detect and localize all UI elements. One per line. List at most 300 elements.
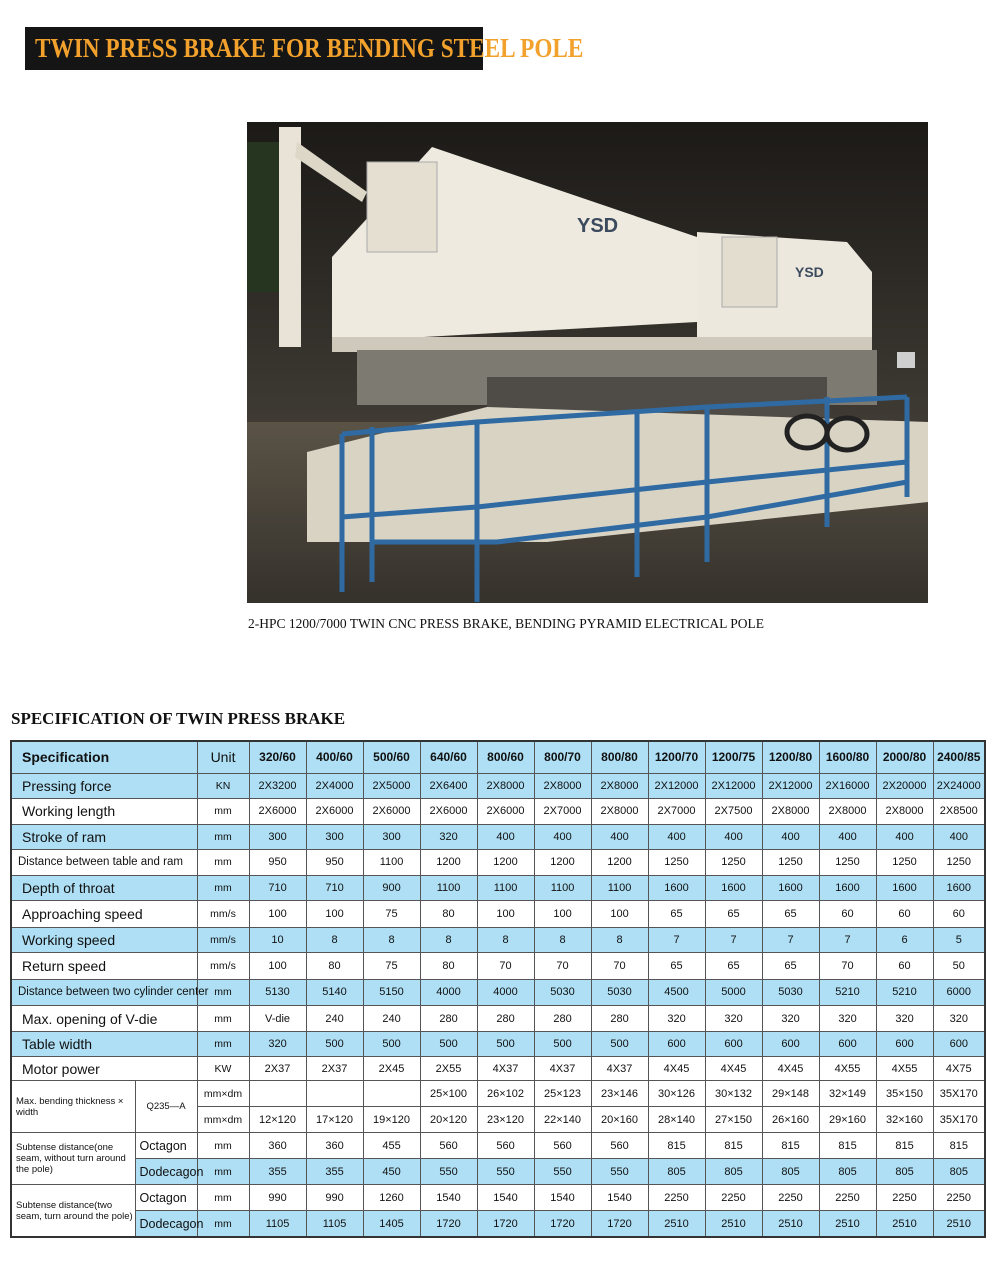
spec-value: 22×140 [534, 1107, 591, 1133]
spec-value: 320 [420, 824, 477, 849]
row-unit: mm [197, 849, 249, 875]
spec-value: 4X37 [477, 1057, 534, 1081]
spec-value: 600 [705, 1032, 762, 1057]
spec-value: 26×160 [762, 1107, 819, 1133]
row-label: Max. opening of V-die [11, 1005, 197, 1031]
spec-value: 2250 [648, 1185, 705, 1211]
row-unit: mm [197, 1159, 249, 1185]
spec-value: 1250 [819, 849, 876, 875]
spec-value: 2250 [705, 1185, 762, 1211]
row-label: Motor power [11, 1057, 197, 1081]
spec-value: 60 [876, 900, 933, 927]
spec-value: 950 [306, 849, 363, 875]
spec-value [249, 1081, 306, 1107]
spec-value: 4X45 [648, 1057, 705, 1081]
spec-value: 2X8000 [534, 773, 591, 798]
spec-value: 400 [933, 824, 985, 849]
spec-value: 60 [933, 900, 985, 927]
row-label: Working speed [11, 927, 197, 952]
model-header: 800/80 [591, 741, 648, 773]
spec-title: SPECIFICATION OF TWIN PRESS BRAKE [11, 709, 346, 728]
spec-value: 32×160 [876, 1107, 933, 1133]
polygon-type: Dodecagon [135, 1211, 197, 1237]
table-row [11, 979, 985, 1005]
row-unit: mm [197, 1185, 249, 1211]
spec-value: 300 [249, 824, 306, 849]
spec-value: 550 [591, 1159, 648, 1185]
spec-table [10, 740, 986, 1238]
spec-value: 455 [363, 1133, 420, 1159]
table-row [11, 1133, 985, 1159]
spec-value: 550 [477, 1159, 534, 1185]
spec-value: 25×123 [534, 1081, 591, 1107]
spec-value: 2X8500 [933, 798, 985, 824]
spec-value: 500 [363, 1032, 420, 1057]
table-row [11, 952, 985, 979]
spec-value: 26×102 [477, 1081, 534, 1107]
spec-value: 400 [705, 824, 762, 849]
spec-value: 2510 [762, 1211, 819, 1237]
spec-value: 2X8000 [819, 798, 876, 824]
spec-value: 2250 [933, 1185, 985, 1211]
spec-value: 1250 [648, 849, 705, 875]
table-row [11, 773, 985, 798]
table-row [11, 1081, 985, 1107]
row-unit: mm×dm [197, 1081, 249, 1107]
spec-value: V-die [249, 1005, 306, 1031]
spec-value: 2X20000 [876, 773, 933, 798]
spec-value: 2510 [648, 1211, 705, 1237]
spec-value: 70 [819, 952, 876, 979]
spec-value: 600 [933, 1032, 985, 1057]
spec-value: 1600 [819, 875, 876, 900]
spec-value: 280 [591, 1005, 648, 1031]
row-label: Distance between two cylinder center [11, 979, 197, 1005]
spec-value: 2X3200 [249, 773, 306, 798]
spec-value [306, 1081, 363, 1107]
bending-label: Max. bending thickness × width [11, 1081, 135, 1133]
spec-value: 2X6000 [249, 798, 306, 824]
spec-value: 400 [876, 824, 933, 849]
spec-value: 19×120 [363, 1107, 420, 1133]
spec-value: 100 [534, 900, 591, 927]
spec-value: 360 [306, 1133, 363, 1159]
model-header: 500/60 [363, 741, 420, 773]
spec-value: 355 [249, 1159, 306, 1185]
spec-value: 1200 [420, 849, 477, 875]
spec-value: 2250 [819, 1185, 876, 1211]
spec-value: 17×120 [306, 1107, 363, 1133]
model-header: 1600/80 [819, 741, 876, 773]
polygon-type: Octagon [135, 1133, 197, 1159]
bending-material: Q235—A [135, 1081, 197, 1133]
spec-value: 2510 [705, 1211, 762, 1237]
spec-value: 355 [306, 1159, 363, 1185]
table-row [11, 824, 985, 849]
spec-value: 2250 [876, 1185, 933, 1211]
spec-value: 4X37 [591, 1057, 648, 1081]
press-brake-photo [247, 122, 928, 603]
spec-value: 500 [477, 1032, 534, 1057]
row-label: Table width [11, 1032, 197, 1057]
row-unit: KN [197, 773, 249, 798]
table-header-row [11, 741, 985, 773]
spec-value: 990 [306, 1185, 363, 1211]
spec-value: 2X8000 [591, 773, 648, 798]
spec-value: 2X4000 [306, 773, 363, 798]
polygon-type: Dodecagon [135, 1159, 197, 1185]
spec-value: 300 [306, 824, 363, 849]
spec-value: 65 [762, 952, 819, 979]
row-unit: mm [197, 1133, 249, 1159]
spec-value: 100 [591, 900, 648, 927]
spec-value: 1100 [591, 875, 648, 900]
row-unit: mm [197, 1211, 249, 1237]
spec-value: 65 [705, 952, 762, 979]
spec-value: 1720 [591, 1211, 648, 1237]
spec-value: 5030 [534, 979, 591, 1005]
spec-value: 240 [306, 1005, 363, 1031]
spec-value: 1540 [420, 1185, 477, 1211]
spec-value: 28×140 [648, 1107, 705, 1133]
spec-value: 75 [363, 900, 420, 927]
row-label: Depth of throat [11, 875, 197, 900]
spec-value: 1105 [306, 1211, 363, 1237]
spec-value: 8 [477, 927, 534, 952]
spec-value: 805 [762, 1159, 819, 1185]
spec-value: 1540 [591, 1185, 648, 1211]
spec-value: 815 [819, 1133, 876, 1159]
spec-value: 35×150 [876, 1081, 933, 1107]
spec-value: 30×126 [648, 1081, 705, 1107]
spec-value: 815 [876, 1133, 933, 1159]
spec-value: 2X8000 [876, 798, 933, 824]
spec-value: 30×132 [705, 1081, 762, 1107]
spec-value: 5140 [306, 979, 363, 1005]
spec-value: 280 [477, 1005, 534, 1031]
spec-value: 450 [363, 1159, 420, 1185]
spec-value: 8 [420, 927, 477, 952]
spec-value: 8 [534, 927, 591, 952]
spec-value: 8 [306, 927, 363, 952]
spec-value: 1600 [762, 875, 819, 900]
spec-value: 400 [648, 824, 705, 849]
spec-value: 60 [819, 900, 876, 927]
row-label: Stroke of ram [11, 824, 197, 849]
row-unit: mm [197, 875, 249, 900]
spec-value: 1540 [534, 1185, 591, 1211]
spec-value: 1405 [363, 1211, 420, 1237]
row-unit: mm×dm [197, 1107, 249, 1133]
spec-value: 4X55 [819, 1057, 876, 1081]
spec-value: 1600 [648, 875, 705, 900]
row-label: Return speed [11, 952, 197, 979]
spec-value: 320 [648, 1005, 705, 1031]
model-header: 1200/80 [762, 741, 819, 773]
table-row [11, 1211, 985, 1237]
spec-value: 2X7000 [648, 798, 705, 824]
spec-value: 50 [933, 952, 985, 979]
spec-value: 320 [933, 1005, 985, 1031]
spec-value: 500 [420, 1032, 477, 1057]
spec-value: 8 [363, 927, 420, 952]
spec-value: 400 [819, 824, 876, 849]
spec-value: 7 [648, 927, 705, 952]
spec-value: 60 [876, 952, 933, 979]
model-header: 400/60 [306, 741, 363, 773]
row-unit: mm [197, 1032, 249, 1057]
spec-value: 805 [705, 1159, 762, 1185]
spec-value: 7 [819, 927, 876, 952]
spec-value: 1720 [534, 1211, 591, 1237]
spec-value: 400 [477, 824, 534, 849]
spec-value: 320 [705, 1005, 762, 1031]
table-row [11, 927, 985, 952]
spec-value: 2X6000 [363, 798, 420, 824]
spec-value: 70 [591, 952, 648, 979]
spec-value: 4X45 [762, 1057, 819, 1081]
spec-value: 2X24000 [933, 773, 985, 798]
spec-value: 20×120 [420, 1107, 477, 1133]
spec-value: 815 [933, 1133, 985, 1159]
spec-value: 5210 [819, 979, 876, 1005]
row-unit: mm [197, 824, 249, 849]
spec-value: 65 [762, 900, 819, 927]
spec-value: 5130 [249, 979, 306, 1005]
spec-value: 2X55 [420, 1057, 477, 1081]
spec-value: 29×160 [819, 1107, 876, 1133]
header-unit-label: Unit [197, 741, 249, 773]
spec-value: 900 [363, 875, 420, 900]
spec-value: 320 [819, 1005, 876, 1031]
spec-value: 7 [705, 927, 762, 952]
spec-value: 4000 [477, 979, 534, 1005]
polygon-type: Octagon [135, 1185, 197, 1211]
spec-value: 805 [876, 1159, 933, 1185]
spec-value: 815 [762, 1133, 819, 1159]
row-unit: mm [197, 979, 249, 1005]
spec-value: 1200 [591, 849, 648, 875]
spec-value: 990 [249, 1185, 306, 1211]
spec-value: 35X170 [933, 1107, 985, 1133]
spec-value: 815 [705, 1133, 762, 1159]
table-row [11, 1057, 985, 1081]
spec-value: 2510 [876, 1211, 933, 1237]
spec-value: 12×120 [249, 1107, 306, 1133]
spec-value: 1540 [477, 1185, 534, 1211]
spec-value: 2X16000 [819, 773, 876, 798]
spec-value: 80 [420, 952, 477, 979]
spec-value: 2X37 [249, 1057, 306, 1081]
spec-value: 70 [534, 952, 591, 979]
spec-value: 7 [762, 927, 819, 952]
table-row [11, 1159, 985, 1185]
model-header: 2000/80 [876, 741, 933, 773]
spec-value: 1600 [933, 875, 985, 900]
spec-value: 35X170 [933, 1081, 985, 1107]
spec-value: 2510 [933, 1211, 985, 1237]
spec-value: 6 [876, 927, 933, 952]
spec-value: 805 [648, 1159, 705, 1185]
spec-value: 2X37 [306, 1057, 363, 1081]
spec-value: 1100 [477, 875, 534, 900]
spec-value: 4500 [648, 979, 705, 1005]
row-label: Pressing force [11, 773, 197, 798]
spec-value: 400 [534, 824, 591, 849]
spec-value: 4000 [420, 979, 477, 1005]
photo-caption: 2-HPC 1200/7000 TWIN CNC PRESS BRAKE, BENDING PYRAMID ELECTRICAL POLE [248, 616, 765, 631]
spec-value: 20×160 [591, 1107, 648, 1133]
spec-value: 600 [819, 1032, 876, 1057]
spec-value: 65 [705, 900, 762, 927]
spec-value: 1105 [249, 1211, 306, 1237]
title-banner [25, 27, 584, 70]
spec-value: 5000 [705, 979, 762, 1005]
spec-value: 70 [477, 952, 534, 979]
spec-value: 1100 [534, 875, 591, 900]
spec-value: 560 [477, 1133, 534, 1159]
spec-value: 8 [591, 927, 648, 952]
spec-value: 500 [534, 1032, 591, 1057]
row-unit: mm [197, 798, 249, 824]
banner-title: TWIN PRESS BRAKE FOR BENDING STEEL POLE [35, 33, 584, 63]
subtense-label: Subtense distance(two seam, turn around the pole) [11, 1185, 135, 1237]
spec-value: 65 [648, 900, 705, 927]
table-row [11, 875, 985, 900]
spec-value: 280 [534, 1005, 591, 1031]
spec-value: 2X6000 [420, 798, 477, 824]
row-label: Approaching speed [11, 900, 197, 927]
spec-value: 2X6000 [477, 798, 534, 824]
spec-value: 25×100 [420, 1081, 477, 1107]
spec-value: 1250 [876, 849, 933, 875]
spec-value: 10 [249, 927, 306, 952]
row-unit: mm/s [197, 927, 249, 952]
spec-value: 100 [477, 900, 534, 927]
spec-value: 710 [249, 875, 306, 900]
spec-value: 4X75 [933, 1057, 985, 1081]
spec-value: 1250 [762, 849, 819, 875]
model-header: 800/60 [477, 741, 534, 773]
spec-value: 1100 [420, 875, 477, 900]
model-header: 320/60 [249, 741, 306, 773]
spec-value: 600 [762, 1032, 819, 1057]
spec-value: 1250 [933, 849, 985, 875]
spec-value: 100 [306, 900, 363, 927]
table-row [11, 849, 985, 875]
spec-value: 550 [534, 1159, 591, 1185]
model-header: 640/60 [420, 741, 477, 773]
spec-value: 65 [648, 952, 705, 979]
row-unit: KW [197, 1057, 249, 1081]
spec-value: 320 [762, 1005, 819, 1031]
spec-value: 80 [420, 900, 477, 927]
model-header: 2400/85 [933, 741, 985, 773]
spec-value: 6000 [933, 979, 985, 1005]
spec-value: 600 [876, 1032, 933, 1057]
table-row [11, 1185, 985, 1211]
spec-value: 710 [306, 875, 363, 900]
spec-value: 560 [591, 1133, 648, 1159]
spec-value: 5210 [876, 979, 933, 1005]
spec-value: 2X12000 [762, 773, 819, 798]
spec-value: 2250 [762, 1185, 819, 1211]
spec-value: 2X45 [363, 1057, 420, 1081]
spec-value: 360 [249, 1133, 306, 1159]
spec-value: 1100 [363, 849, 420, 875]
spec-value: 100 [249, 952, 306, 979]
spec-value: 815 [648, 1133, 705, 1159]
spec-value: 2X5000 [363, 773, 420, 798]
spec-value: 320 [876, 1005, 933, 1031]
row-label: Working length [11, 798, 197, 824]
spec-value: 1720 [477, 1211, 534, 1237]
model-header: 1200/75 [705, 741, 762, 773]
spec-value: 500 [591, 1032, 648, 1057]
spec-value: 5 [933, 927, 985, 952]
ysd-logo-right: YSD [795, 264, 824, 280]
spec-value: 240 [363, 1005, 420, 1031]
spec-value: 1600 [705, 875, 762, 900]
spec-value: 5150 [363, 979, 420, 1005]
spec-value: 27×150 [705, 1107, 762, 1133]
spec-value: 2X8000 [477, 773, 534, 798]
spec-value: 5030 [762, 979, 819, 1005]
spec-value: 805 [819, 1159, 876, 1185]
spec-value: 1200 [534, 849, 591, 875]
spec-value: 2X7000 [534, 798, 591, 824]
spec-value: 500 [306, 1032, 363, 1057]
spec-value: 805 [933, 1159, 985, 1185]
spec-value: 75 [363, 952, 420, 979]
row-label: Distance between table and ram [11, 849, 197, 875]
spec-value: 2510 [819, 1211, 876, 1237]
spec-value: 300 [363, 824, 420, 849]
spec-value: 100 [249, 900, 306, 927]
spec-value: 2X12000 [648, 773, 705, 798]
spec-value: 1200 [477, 849, 534, 875]
spec-value: 4X37 [534, 1057, 591, 1081]
table-row [11, 1005, 985, 1031]
spec-value: 280 [420, 1005, 477, 1031]
spec-value: 2X6000 [306, 798, 363, 824]
spec-value: 2X8000 [762, 798, 819, 824]
row-unit: mm/s [197, 952, 249, 979]
spec-value: 1720 [420, 1211, 477, 1237]
spec-value: 1250 [705, 849, 762, 875]
spec-value: 560 [420, 1133, 477, 1159]
spec-value: 2X12000 [705, 773, 762, 798]
spec-value: 5030 [591, 979, 648, 1005]
model-header: 1200/70 [648, 741, 705, 773]
header-spec-label: Specification [11, 741, 197, 773]
ysd-logo-left: YSD [577, 215, 619, 237]
spec-value: 400 [591, 824, 648, 849]
spec-value: 320 [249, 1032, 306, 1057]
subtense-label: Subtense distance(one seam, without turn around the pole) [11, 1133, 135, 1185]
spec-value: 32×149 [819, 1081, 876, 1107]
spec-value: 400 [762, 824, 819, 849]
spec-value [363, 1081, 420, 1107]
table-row [11, 900, 985, 927]
row-unit: mm [197, 1005, 249, 1031]
model-header: 800/70 [534, 741, 591, 773]
spec-value: 23×120 [477, 1107, 534, 1133]
spec-value: 23×146 [591, 1081, 648, 1107]
spec-value: 4X55 [876, 1057, 933, 1081]
spec-value: 2X6400 [420, 773, 477, 798]
spec-value: 80 [306, 952, 363, 979]
